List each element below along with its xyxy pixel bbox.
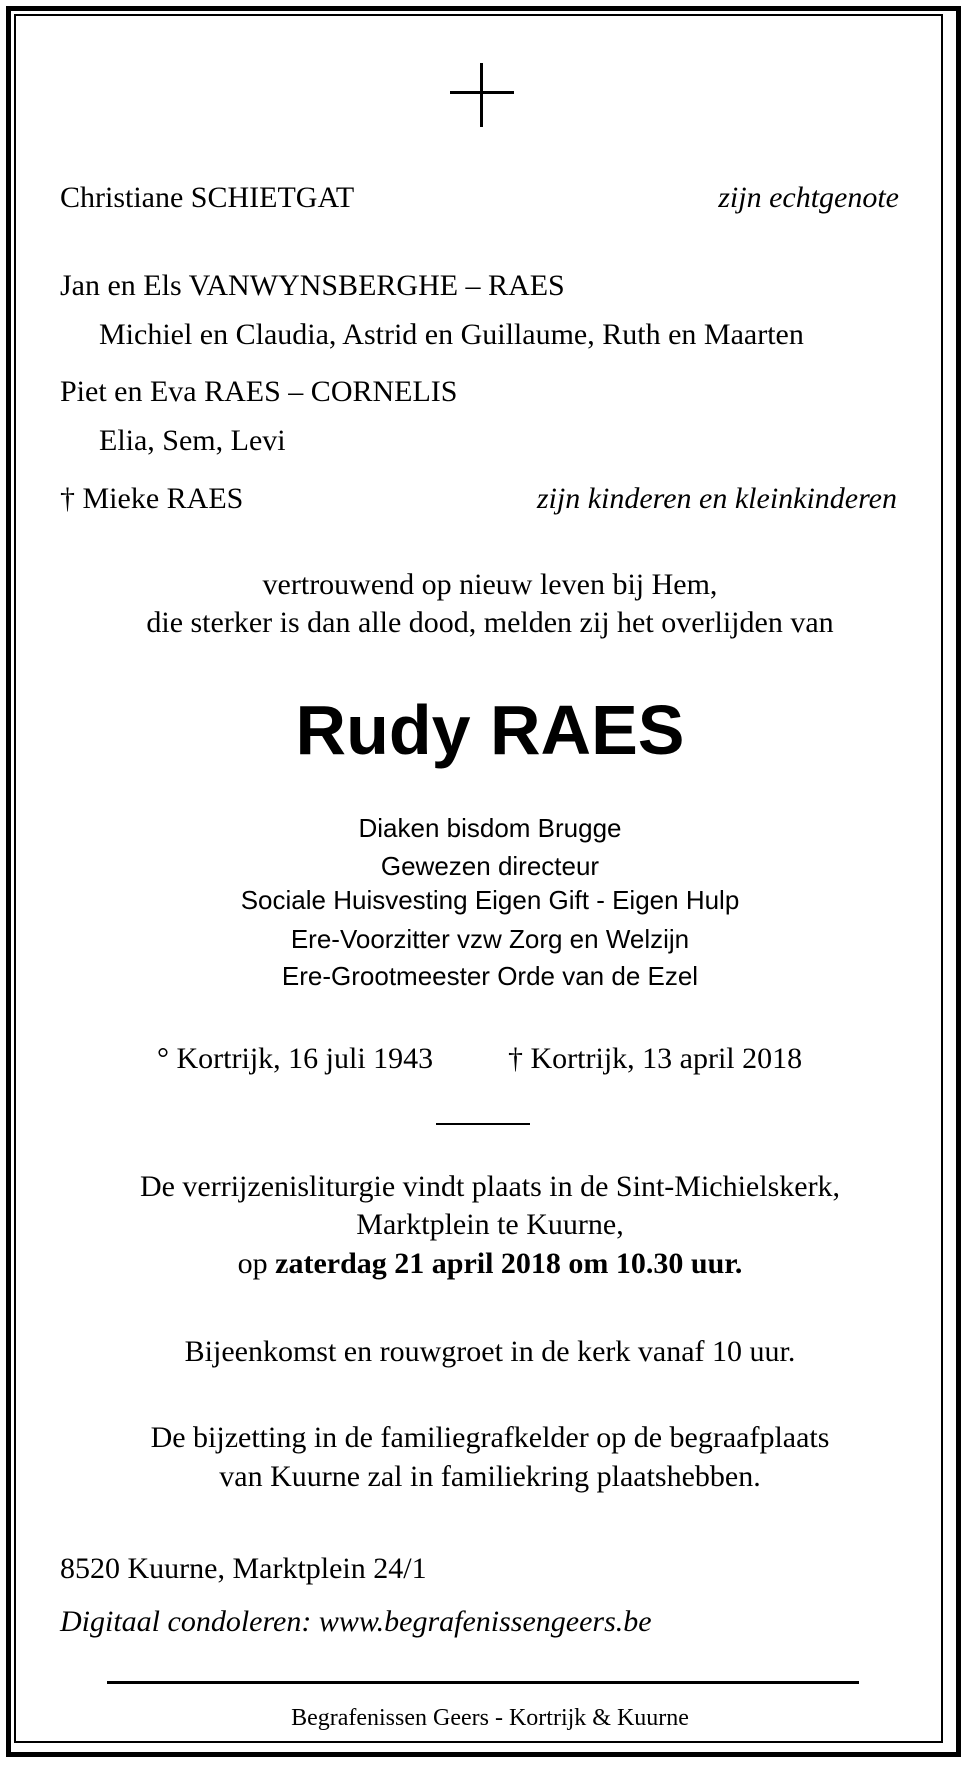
child-family-1: Jan en Els VANWYNSBERGHE – RAES (60, 269, 565, 302)
deceased-name: Rudy RAES (295, 691, 685, 769)
death-date: † Kortrijk, 13 april 2018 (508, 1042, 803, 1075)
liturgy-line-2: Marktplein te Kuurne, (356, 1208, 624, 1241)
title-line: Diaken bisdom Brugge (358, 813, 622, 843)
liturgy-datetime: zaterdag 21 april 2018 om 10.30 uur. (275, 1247, 743, 1280)
liturgy-line-3 (0, 1246, 980, 1282)
liturgy-prefix: op (237, 1247, 268, 1280)
deceased-child: † Mieke RAES (60, 482, 244, 515)
announcement-line-1: vertrouwend op nieuw leven bij Hem, (262, 568, 718, 601)
announcement-line-2: die sterker is dan alle dood, melden zij het overlijden van (146, 606, 834, 639)
divider-short (436, 1123, 530, 1125)
child-family-2: Piet en Eva RAES – CORNELIS (60, 375, 458, 408)
burial-line-2: van Kuurne zal in familiekring plaatshebben. (219, 1460, 761, 1493)
footer-text: Begrafenissen Geers - Kortrijk & Kuurne (291, 1705, 689, 1731)
condolence-link[interactable]: Digitaal condoleren: www.begrafenissengeers.be (60, 1605, 652, 1638)
grandchildren-2: Elia, Sem, Levi (99, 424, 286, 457)
cross-icon (450, 63, 514, 127)
liturgy-line-1: De verrijzenisliturgie vindt plaats in de Sint-Michielskerk, (139, 1170, 841, 1203)
title-line: Ere-Voorzitter vzw Zorg en Welzijn (290, 924, 690, 954)
title-line: Gewezen directeur (380, 851, 600, 881)
title-line: Ere-Grootmeester Orde van de Ezel (281, 961, 699, 991)
gathering-text: Bijeenkomst en rouwgroet in de kerk vanaf 10 uur. (184, 1335, 796, 1368)
title-line: Sociale Huisvesting Eigen Gift - Eigen Hulp (240, 885, 740, 915)
spouse-name: Christiane SCHIETGAT (60, 181, 355, 214)
spouse-relation: zijn echtgenote (718, 181, 899, 214)
address: 8520 Kuurne, Marktplein 24/1 (60, 1552, 427, 1585)
birth-date: ° Kortrijk, 16 juli 1943 (157, 1042, 434, 1075)
grandchildren-1: Michiel en Claudia, Astrid en Guillaume, Ruth en Maarten (99, 318, 804, 351)
children-relation: zijn kinderen en kleinkinderen (536, 482, 897, 515)
footer-rule (107, 1681, 859, 1684)
burial-line-1: De bijzetting in de familiegrafkelder op de begraafplaats (150, 1421, 830, 1454)
